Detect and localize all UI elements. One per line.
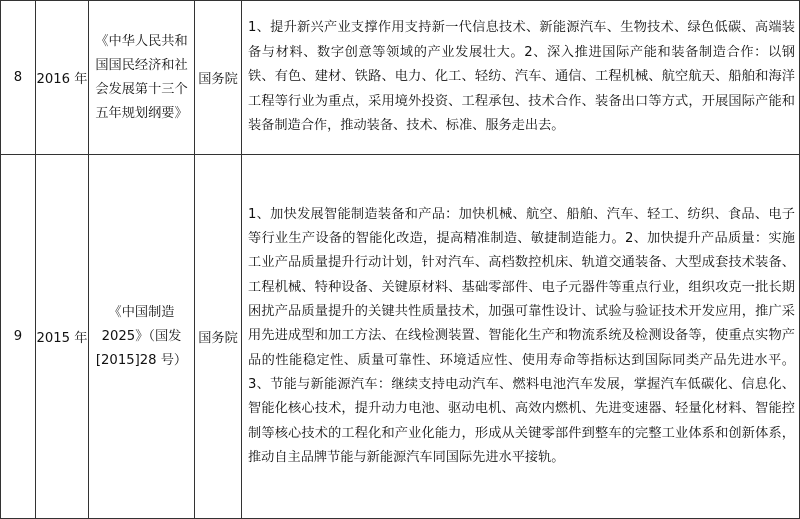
row-year: 2015 年 — [36, 155, 89, 519]
row-year: 2016 年 — [36, 1, 89, 155]
issuing-org: 国务院 — [195, 155, 242, 519]
policy-title: 《中华人民共和国国民经济和社会发展第十三个五年规划纲要》 — [89, 1, 195, 155]
table-row — [1, 155, 800, 519]
policy-title: 《中国制造 2025》（国发[2015]28 号） — [89, 155, 195, 519]
policy-content: 1、提升新兴产业支撑作用支持新一代信息技术、新能源汽车、生物技术、绿色低碳、高端装备与材料、数字创意等领域的产业发展壮大。2、深入推进国际产能和装备制造合作：以钢铁、有色、建材、铁路、电力、化工、轻纺、汽车、通信、工程机械、航空航天、船舶和海洋工程等行业为重点，采用境外投资、工程承包、技术合作、装备出口等方式，开展国际产能和装备制造合作，推动装备、技术、标准、服务走出去。 — [242, 1, 800, 155]
table-row — [1, 1, 800, 155]
row-number: 9 — [1, 155, 36, 519]
issuing-org: 国务院 — [195, 1, 242, 155]
policy-content: 1、加快发展智能制造装备和产品：加快机械、航空、船舶、汽车、轻工、纺织、食品、电子等行业生产设备的智能化改造，提高精准制造、敏捷制造能力。2、加快提升产品质量：实施工业产品质量提升行动计划，针对汽车、高档数控机床、轨道交通装备、大型成套技术装备、工程机械、特种设备、关键原材料、基础零部件、电子元器件等重点行业，组织攻克一批长期困扰产品质量提升的关键共性质量技术，加强可靠性设计、试验与验证技术开发应用，推广采用先进成型和加工方法、在线检测装置、智能化生产和物流系统及检测设备等，使重点实物产品的性能稳定性、质量可靠性、环境适应性、使用寿命等指标达到国际同类产品先进水平。3、节能与新能源汽车：继续支持电动汽车、燃料电池汽车发展，掌握汽车低碳化、信息化、智能化核心技术，提升动力电池、驱动电机、高效内燃机、先进变速器、轻量化材料、智能控制等核心技术的工程化和产业化能力，形成从关键零部件到整车的完整工业体系和创新体系，推动自主品牌节能与新能源汽车同国际先进水平接轨。 — [242, 155, 800, 519]
row-number: 8 — [1, 1, 36, 155]
